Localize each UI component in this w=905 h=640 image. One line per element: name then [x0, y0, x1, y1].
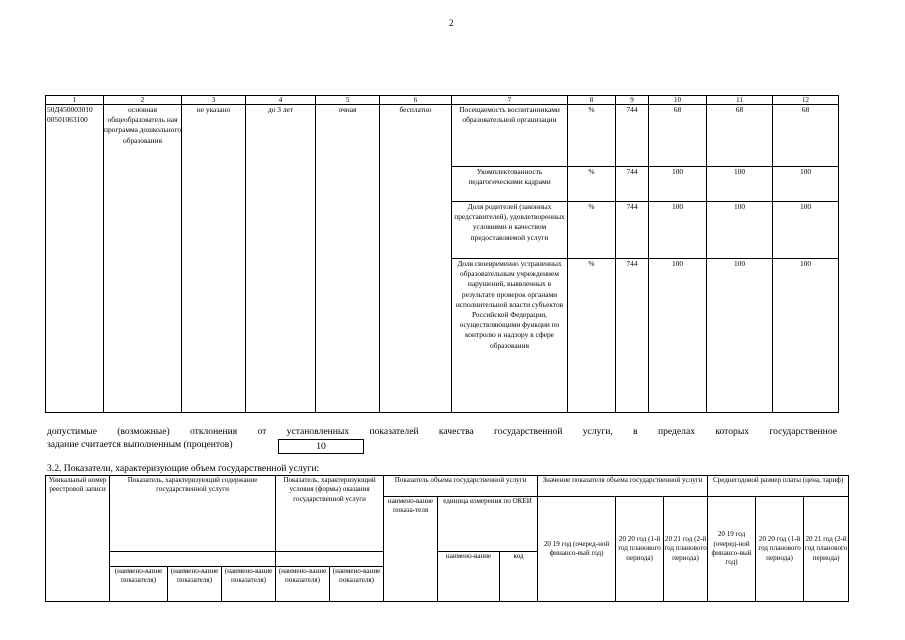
- indicator-name: Доля своевременно устраненных образовательным учреждением нарушений, выявленных в результате проверок органами исполнительной власти субъектов Российской Федерации, осуществляющими функции по контролю и надзору в сфере образования: [452, 259, 568, 413]
- deviation-text: [47, 425, 837, 451]
- indicator-okei: 744: [616, 167, 649, 202]
- h-year-2: 20 20 год (1-й год планового периода): [616, 497, 664, 602]
- h-content: Показатель, характеризующий содержание государственной услуги: [110, 476, 276, 552]
- indicator-name: Посещаемость воспитанниками образовательной организации: [452, 105, 568, 167]
- page-number: 2: [449, 18, 454, 28]
- condition-spacer: [276, 552, 384, 567]
- deviation-line-2: задание считается выполненным (процентов): [47, 439, 233, 450]
- indicator-okei: 744: [616, 202, 649, 259]
- indicator-value-2: 100: [707, 202, 773, 259]
- indicator-unit: %: [568, 105, 616, 167]
- header-row-1: [46, 476, 849, 497]
- registry-number: 50Д450003010 00501063100: [46, 105, 104, 413]
- col-num-9: 9: [616, 96, 649, 105]
- h-value: Значение показателя объема государственной услуги: [538, 476, 708, 497]
- volume-indicators-table: [45, 475, 849, 602]
- sub-condition-1: (наимено-вание показателя): [276, 567, 330, 602]
- indicator-name: Укомплектованность педагогическими кадрами: [452, 167, 568, 202]
- h-volume: Показатель объема государственной услуги: [384, 476, 538, 497]
- cell-c4: до 3 лет: [246, 105, 316, 413]
- h-price: Среднегодовой размер платы (цена, тариф): [708, 476, 849, 497]
- col-num-12: 12: [773, 96, 839, 105]
- col-num-2: 2: [104, 96, 182, 105]
- indicator-value-2: 100: [707, 259, 773, 413]
- h-year-3: 20 21 год (2-й год планового периода): [664, 497, 708, 602]
- indicator-value-1: 100: [649, 259, 707, 413]
- deviation-value: 10: [278, 439, 364, 454]
- indicator-row-1: [46, 105, 839, 167]
- indicator-value-2: 100: [707, 167, 773, 202]
- indicator-value-1: 100: [649, 167, 707, 202]
- col-num-6: 6: [380, 96, 452, 105]
- h-price-year-2: 20 20 год (1-й год планового периода): [756, 497, 804, 602]
- h-year-1: 20 19 год (очеред-ной финансо-вый год): [538, 497, 616, 602]
- h-unit-name: наимено-вание: [438, 552, 500, 602]
- indicator-okei: 744: [616, 259, 649, 413]
- content-spacer: [110, 552, 276, 567]
- h-condition: Показатель, характеризующий условия (формы) оказания государственной услуги: [276, 476, 384, 552]
- indicator-value-1: 68: [649, 105, 707, 167]
- indicator-value-3: 100: [773, 202, 839, 259]
- sub-condition-2: (наимено-вание показателя): [330, 567, 384, 602]
- cell-c5: очная: [316, 105, 380, 413]
- indicator-name: Доля родителей (законных представителей), удовлетворенных условиями и качеством предоставляемой услуги: [452, 202, 568, 259]
- col-num-3: 3: [182, 96, 246, 105]
- quality-indicators-table: [45, 95, 839, 413]
- cell-c3: не указано: [182, 105, 246, 413]
- column-number-row: [46, 96, 839, 105]
- sub-content-1: (наимено-вание показателя): [110, 567, 168, 602]
- col-num-5: 5: [316, 96, 380, 105]
- indicator-value-2: 68: [707, 105, 773, 167]
- indicator-value-1: 100: [649, 202, 707, 259]
- h-unit-code: код: [500, 552, 538, 602]
- indicator-unit: %: [568, 259, 616, 413]
- section-title: 3.2. Показатели, характеризующие объем государственной услуги:: [47, 463, 320, 474]
- h-price-year-3: 20 21 год (2-й год планового периода): [804, 497, 849, 602]
- h-registry: Уникальный номер реестровой записи: [46, 476, 110, 602]
- sub-content-2: (наимено-вание показателя): [168, 567, 222, 602]
- indicator-okei: 744: [616, 105, 649, 167]
- col-num-8: 8: [568, 96, 616, 105]
- sub-content-3: (наимено-вание показателя): [222, 567, 276, 602]
- indicator-unit: %: [568, 167, 616, 202]
- indicator-unit: %: [568, 202, 616, 259]
- indicator-value-3: 100: [773, 167, 839, 202]
- h-unit-okei: единица измерения по ОКЕИ: [438, 497, 538, 552]
- col-num-1: 1: [46, 96, 104, 105]
- deviation-line-1: допустимые (возможные) отклонения от установленных показателей качества государственной услуги, в пределах которых государственное: [47, 426, 837, 437]
- cell-c6: бесплатно: [380, 105, 452, 413]
- indicator-value-3: 68: [773, 105, 839, 167]
- col-num-11: 11: [707, 96, 773, 105]
- indicator-value-3: 100: [773, 259, 839, 413]
- col-num-4: 4: [246, 96, 316, 105]
- col-num-7: 7: [452, 96, 568, 105]
- program-name: основная общеобразователь ная программа дошкольного образования: [104, 105, 182, 413]
- h-price-year-1: 20 19 год (очеред-ной финансо-вый год): [708, 497, 756, 602]
- col-num-10: 10: [649, 96, 707, 105]
- h-name-indicator: наимено-вание показа-теля: [384, 497, 438, 602]
